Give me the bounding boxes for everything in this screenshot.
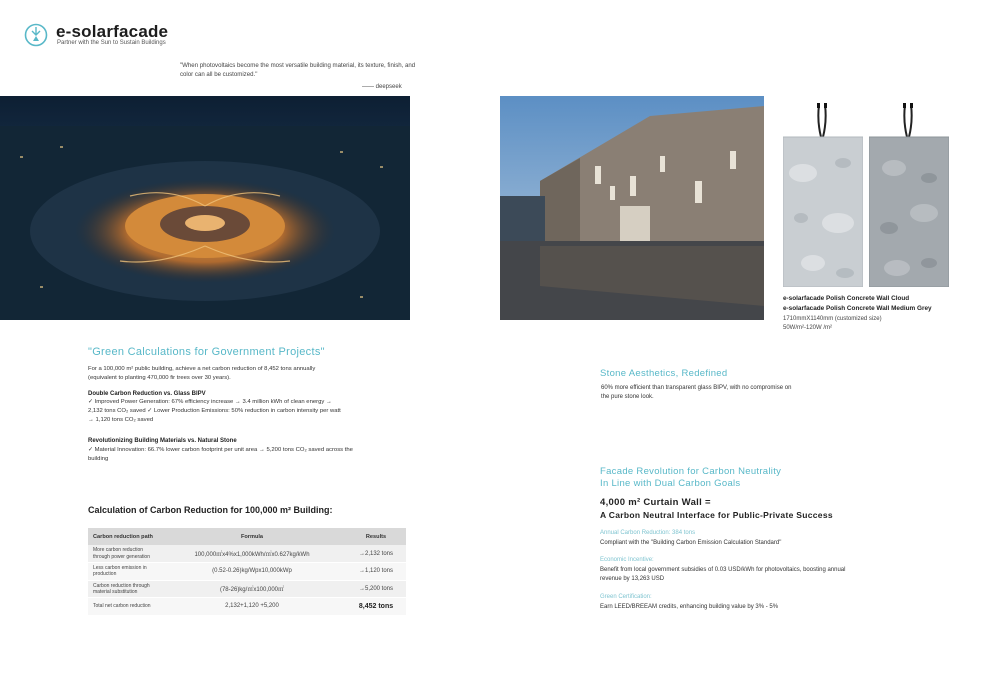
- concrete-panel-cloud-image: [783, 103, 863, 287]
- table-row: [88, 580, 406, 598]
- column-header: Carbon reduction path: [88, 528, 158, 545]
- table-row: [88, 545, 406, 563]
- table-header-row: [88, 528, 406, 545]
- curtain-wall-subheading: A Carbon Neutral Interface for Public-Private Success: [600, 510, 833, 520]
- stone-aesthetics-title: Stone Aesthetics, Redefined: [600, 368, 728, 379]
- table-cell-path: Less carbon emission in production: [88, 563, 158, 581]
- brand-name: e-solarfacade: [56, 22, 169, 41]
- product-size: 1710mmX1140mm (customized size): [783, 316, 882, 322]
- section2-body: ✓ Material Innovation: 66.7% lower carbon footprint per unit area → 5,200 tons CO₂ saved across the building: [88, 447, 353, 462]
- facade-revolution-title: Facade Revolution for Carbon Neutrality: [600, 466, 782, 477]
- table-row-total: [88, 598, 406, 616]
- table-cell-formula: (0.52-0.26)kg/Wpx10,000kWp: [158, 563, 346, 581]
- section2-heading: Revolutionizing Building Materials vs. Natural Stone: [88, 438, 237, 444]
- table-cell-path: Carbon reduction through material substitution: [88, 580, 158, 598]
- calculation-title: Calculation of Carbon Reduction for 100,000 m² Building:: [88, 505, 333, 515]
- column-header: Results: [346, 528, 406, 545]
- carbon-reduction-body: Compliant with the "Building Carbon Emission Calculation Standard": [600, 540, 782, 546]
- table-cell-result: →5,200 tons: [346, 580, 406, 598]
- section1-body: ✓ Improved Power Generation: 67% efficiency increase → 3.4 million kWh of clean energy → 2,132 tons CO₂ saved ✓ Lower Production Emissions: 50% reduction in carbon intensity per watt → 1,120 tons CO₂ saved: [88, 399, 341, 423]
- table-cell-formula: 100,000㎡x4%x1,000kWh/㎡x0.627kg/kWh: [158, 545, 346, 563]
- green-certification-body: Earn LEED/BREEAM credits, enhancing building value by 3% - 5%: [600, 604, 779, 610]
- carbon-reduction-table: [88, 528, 406, 616]
- product-name-medium-grey: e-solarfacade Polish Concrete Wall Medium Grey: [783, 305, 932, 312]
- stone-building-photo: [500, 96, 764, 320]
- brand-tagline: Partner with the Sun to Sustain Buildings: [57, 40, 166, 46]
- table-cell-formula: (78-26)kg/㎡x100,000㎡: [158, 580, 346, 598]
- green-certification-label: Green Certification:: [600, 594, 652, 600]
- table-cell-result: →1,120 tons: [346, 563, 406, 581]
- economic-incentive-body: Benefit from local government subsidies of 0.03 USD/kWh for photovoltaics, boosting annual revenue by 13,263 USD: [600, 567, 846, 582]
- section1-heading: Double Carbon Reduction vs. Glass BIPV: [88, 391, 206, 397]
- table-cell-formula: 2,132+1,120 +5,200: [158, 598, 346, 616]
- product-power: 50W/m²-120W /m²: [783, 325, 833, 331]
- concrete-panel-medium-grey-image: [869, 103, 949, 287]
- stone-aesthetics-description: 60% more efficient than transparent glass BIPV, with no compromise on the pure stone look.: [601, 385, 792, 400]
- table-row: [88, 563, 406, 581]
- green-calculations-title: "Green Calculations for Government Projects": [88, 346, 325, 358]
- brand-logo-icon: [24, 23, 48, 47]
- table-cell-path: More carbon reduction through power generation: [88, 545, 158, 563]
- intro-paragraph: For a 100,000 m² public building, achieve a net carbon reduction of 8,452 tons annually (equivalent to planting 470,000 fir trees over 30 years).: [88, 366, 316, 381]
- table-cell-result: 8,452 tons: [346, 598, 406, 616]
- aerial-city-photo: [0, 96, 410, 320]
- table-cell-path: Total net carbon reduction: [88, 598, 158, 616]
- product-name-cloud: e-solarfacade Polish Concrete Wall Cloud: [783, 295, 910, 302]
- facade-revolution-subtitle: In Line with Dual Carbon Goals: [600, 478, 741, 489]
- curtain-wall-heading: 4,000 m² Curtain Wall =: [600, 497, 711, 508]
- economic-incentive-label: Economic Incentive:: [600, 557, 654, 563]
- column-header: Formula: [158, 528, 346, 545]
- table-cell-result: →2,132 tons: [346, 545, 406, 563]
- quote-text: "When photovoltaics become the most versatile building material, its texture, finish, and color can all be customized.": [180, 62, 416, 79]
- quote-author: —— deepseek: [362, 84, 402, 90]
- carbon-reduction-label: Annual Carbon Reduction: 384 tons: [600, 530, 696, 536]
